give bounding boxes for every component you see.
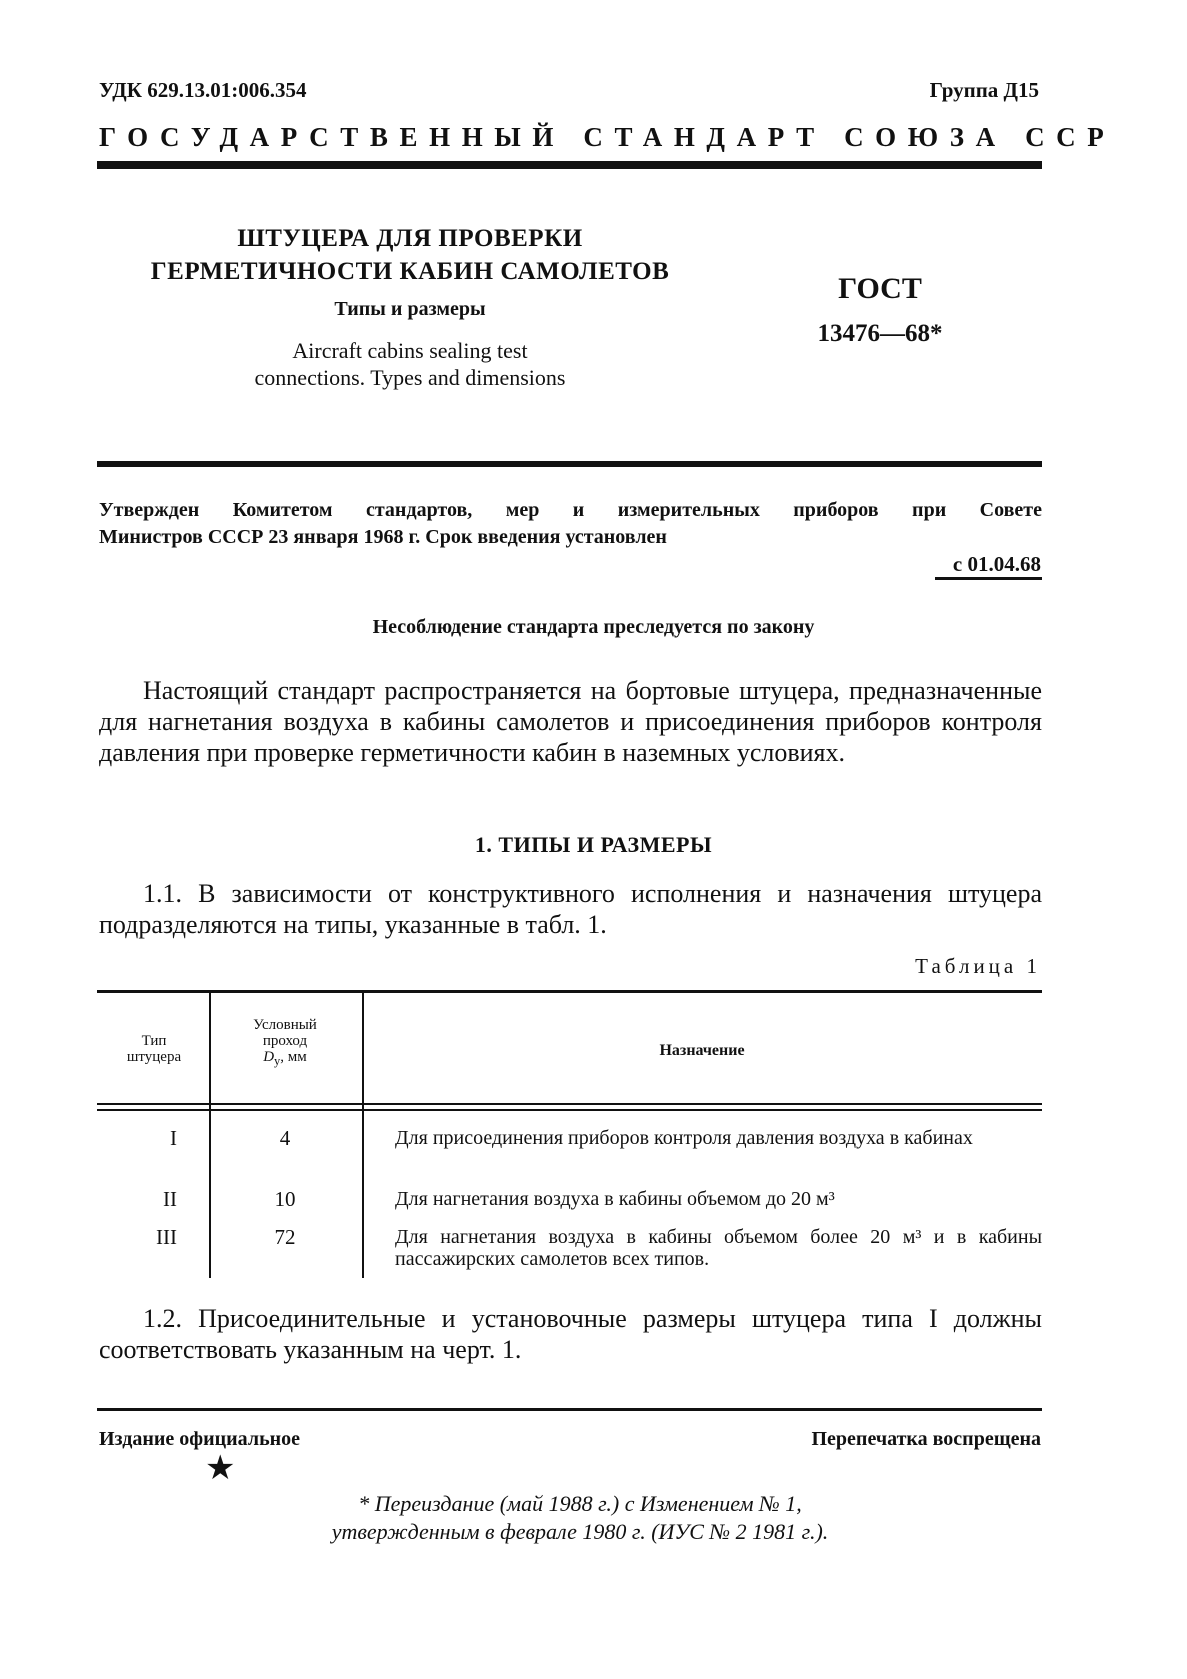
footnote-line-2: утвержденным в феврале 1980 г. (ИУС № 2 1981 г.). [331, 1519, 829, 1544]
gost-number: 13476—68* [817, 320, 943, 347]
state-standard-heading: ГОСУДАРСТВЕННЫЙ СТАНДАРТ СОЮЗА ССР [99, 122, 1116, 152]
table-caption: Таблица 1 [915, 954, 1041, 978]
row-2-purpose: Для нагнетания воздуха в кабины объемом до 20 м³ [395, 1188, 835, 1210]
table-top-rule [97, 990, 1042, 993]
gost-label: ГОСТ [838, 272, 922, 305]
footnote-line-1: * Переиздание (май 1988 г.) с Изменением № 1, [358, 1491, 802, 1516]
introduction-date: с 01.04.68 [952, 552, 1041, 576]
header-rule [97, 161, 1042, 169]
udk-code: УДК 629.13.01:006.354 [99, 78, 307, 102]
header-dn-line-3 [210, 1049, 360, 1069]
row-2-dn: 10 [274, 1187, 296, 1211]
subtitle: Типы и размеры [334, 298, 486, 320]
header-dn-symbol: D [263, 1049, 275, 1065]
row-3-purpose: Для нагнетания воздуха в кабины объемом более 20 м³ и в кабины пассажирских самолетов всех типов. [395, 1226, 1042, 1270]
legal-notice: Несоблюдение стандарта преследуется по закону [372, 616, 815, 638]
intro-paragraph: Настоящий стандарт распространяется на бортовые штуцера, предназначенные для нагнетания воздуха в кабины самолетов и присоединения приборов контроля давления при проверке герметичности кабин в наземных условиях. [99, 676, 1042, 767]
approval-line-2: Министров СССР 23 января 1968 г. Срок введения установлен [99, 526, 667, 548]
star-icon: ★ [205, 1450, 236, 1487]
header-type-line-2: штуцера [126, 1049, 182, 1065]
date-underline [935, 577, 1042, 580]
edition-label: Издание официальное [99, 1428, 301, 1450]
gost-block [780, 272, 980, 348]
english-title-line-1: Aircraft cabins sealing test [292, 338, 528, 363]
title-line-1: ШТУЦЕРА ДЛЯ ПРОВЕРКИ [237, 225, 583, 252]
section-heading: 1. ТИПЫ И РАЗМЕРЫ [474, 832, 713, 857]
table-header-rule-1 [97, 1103, 1042, 1105]
header-purpose: Назначение [659, 1042, 745, 1059]
footnote [200, 1490, 960, 1546]
footer-rule [97, 1408, 1042, 1411]
header-dn-subscript: у [274, 1054, 281, 1068]
header-type [99, 1033, 209, 1065]
header-dn-line-2: проход [262, 1033, 308, 1049]
row-2-type: II [163, 1187, 177, 1211]
row-3-type: III [156, 1225, 177, 1249]
title-line-2: ГЕРМЕТИЧНОСТИ КАБИН САМОЛЕТОВ [150, 258, 670, 285]
header-dn-unit: , мм [280, 1049, 307, 1065]
approval-block [99, 497, 1042, 551]
title-rule [97, 461, 1042, 467]
row-1-purpose: Для присоединения приборов контроля давления воздуха в кабинах [395, 1127, 973, 1149]
row-1-dn: 4 [279, 1126, 291, 1150]
group-code: Группа Д15 [929, 78, 1039, 102]
paragraph-1-1: 1.1. В зависимости от конструктивного исполнения и назначения штуцера подразделяются на типы, указанные в табл. 1. [99, 879, 1042, 939]
title-block [150, 222, 670, 391]
row-1-type: I [170, 1126, 177, 1150]
row-3-dn: 72 [274, 1225, 296, 1249]
paragraph-1-2: 1.2. Присоединительные и установочные размеры штуцера типа I должны соответствовать указанным на черт. 1. [99, 1304, 1042, 1364]
table-header-rule-2 [97, 1109, 1042, 1111]
header-nominal-bore [210, 1017, 360, 1069]
english-title [150, 337, 670, 391]
table-column-divider-2 [362, 993, 364, 1278]
header-dn-line-1: Условный [253, 1017, 317, 1033]
header-type-line-1: Тип [141, 1033, 167, 1049]
reprint-notice: Перепечатка воспрещена [811, 1428, 1041, 1450]
approval-line-1: Утвержден Комитетом стандартов, мер и измерительных приборов при Совете [99, 499, 1042, 521]
english-title-line-2: connections. Types and dimensions [254, 365, 566, 390]
